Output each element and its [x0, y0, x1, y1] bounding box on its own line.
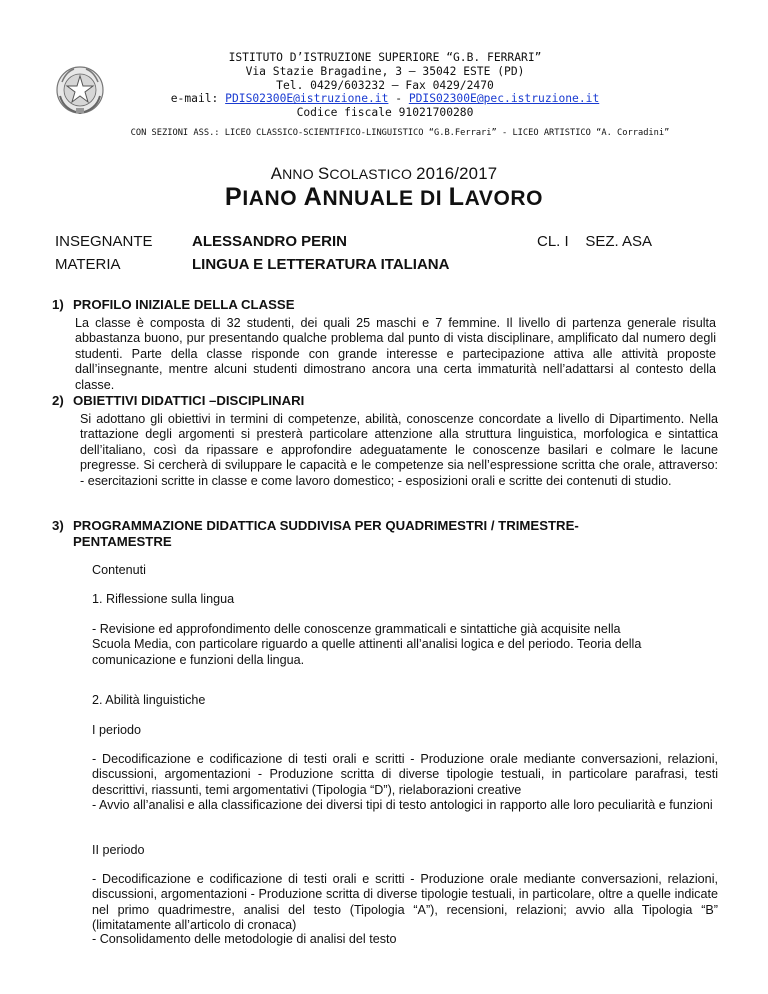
tax-code: Codice fiscale 91021700280: [296, 106, 474, 120]
section-3-title-line-1: PROGRAMMAZIONE DIDATTICA SUDDIVISA PER QUADRIMESTRI / TRIMESTRE-: [73, 518, 579, 533]
title-initial-a: A: [303, 183, 323, 211]
year-word-1: NNO: [282, 166, 318, 182]
periodo-2-text: - Decodificazione e codificazione di testi orali e scritti - Produzione orale mediante conversazioni, relazioni, discussioni, argomentazioni - Produzione scritta di diverse tipologie testuali, in particolare, oltre a quelle indicate nel primo quadrimestre, analisi del testo (Tipologia “A”), recensioni, relazioni; avvio alla Tipologia “B” (limitatamente all’articolo di cronaca): [92, 872, 718, 933]
class-section-info: CL. I SEZ. ASA: [537, 233, 653, 250]
school-header: [130, 51, 640, 120]
year-value: 2016/2017: [416, 164, 498, 183]
section-2-heading: [52, 393, 304, 408]
periodo-1-heading: I periodo: [92, 723, 142, 737]
periodo-1-text-a: - Decodificazione e codificazione di testi orali e scritti - Produzione orale mediante conversazioni, relazioni, discussioni, argomentazioni - Produzione scritta di diverse tipologie testuali, in particolare parafrasi, testi descrittivi, riassunti, temi argomentativi (Tipologia “D”), rielaborazioni creative: [92, 752, 718, 797]
title-initial-p: P: [224, 183, 243, 211]
consolidamento-text: - Consolidamento delle metodologie di analisi del testo: [92, 932, 397, 946]
title-initial-l: L: [448, 183, 465, 211]
year-initial-a: A: [270, 164, 283, 183]
title-part-3: AVORO: [464, 187, 544, 210]
republic-emblem-icon: [52, 62, 108, 118]
subject-value: LINGUA E LETTERATURA ITALIANA: [192, 256, 450, 273]
riflessione-heading: 1. Riflessione sulla lingua: [92, 592, 235, 606]
subject-label: MATERIA: [55, 256, 121, 273]
school-address: Via Stazie Bragadine, 3 – 35042 ESTE (PD): [245, 64, 525, 78]
abilita-heading: 2. Abilità linguistiche: [92, 693, 206, 707]
teacher-label: INSEGNANTE: [55, 233, 153, 250]
section-2-text: Si adottano gli obiettivi in termini di competenze, abilità, conoscenze concordate a livello di Dipartimento. Nella trattazione degli argomenti si presterà particolare attenzione alla struttura linguistica, morfologica e sintattica dell’italiano, così da ripassare e approfondire adeguatamente le conoscenze basilari e colmare le lacune pregresse. Si cercherà di sviluppare le capacità e le competenze sia nell’espressione scritta che orale, attraverso: - esercitazioni scritte in classe e come lavoro domestico; - esposizioni orali e scritte dei contenuti di studio.: [80, 412, 718, 488]
teacher-value: ALESSANDRO PERIN: [192, 233, 348, 250]
section-1-heading: [52, 297, 295, 312]
school-phone: Tel. 0429/603232 – Fax 0429/2470: [276, 78, 494, 92]
section-3-heading: [52, 518, 579, 533]
year-word-2: COLASTICO: [329, 166, 417, 182]
riflessione-text: - Revisione ed approfondimento delle conoscenze grammaticali e sintattiche già acquisite nella Scuola Media, con particolare riguardo a quelle attinenti all’analisi logica e del periodo. Teoria della comunicazione e funzioni della lingua.: [92, 622, 642, 667]
year-initial-s: S: [317, 164, 330, 183]
section-2-title: OBIETTIVI DIDATTICI –DISCIPLINARI: [73, 393, 305, 408]
section-2-number: 2): [52, 393, 64, 408]
section-1-title: PROFILO INIZIALE DELLA CLASSE: [73, 297, 295, 312]
section-1-number: 1): [52, 297, 64, 312]
section-3-title-line-2: PENTAMESTRE: [73, 534, 172, 549]
page-title: [0, 183, 768, 212]
school-email-line: [130, 92, 640, 106]
email-link-pec[interactable]: PDIS02300E@pec.istruzione.it: [408, 92, 600, 106]
section-1-text: La classe è composta di 32 studenti, dei quali 25 maschi e 7 femmine. Il livello di partenza generale risulta abbastanza buono, pur presentando qualche problema dal punto di vista disciplinare, amplificato dal numero degli studenti. Parte della classe risponde con grande interesse e partecipazione attiva alle attività proposte dall’insegnante, mentre alcuni studenti dimostrano ancora una certa immaturità nell’adattarsi al contesto della classe.: [75, 316, 716, 392]
school-year: [0, 164, 768, 184]
contenuti-heading: Contenuti: [92, 563, 146, 577]
email-separator: -: [388, 92, 409, 106]
section-3-number: 3): [52, 518, 64, 533]
title-part-2: NNUALE DI: [322, 187, 449, 210]
periodo-1-text-b: - Avvio all’analisi e alla classificazione dei diversi tipi di testo antologici in rapporto alle loro peculiarità e funzioni: [92, 798, 713, 812]
periodo-2-heading: II periodo: [92, 843, 145, 857]
school-name: ISTITUTO D’ISTRUZIONE SUPERIORE “G.B. FERRARI”: [228, 51, 542, 64]
title-part-1: IANO: [242, 187, 304, 210]
email-label: e-mail:: [170, 92, 226, 106]
associated-sections: CON SEZIONI ASS.: LICEO CLASSICO-SCIENTIFICO-LINGUISTICO “G.B.Ferrari” - LICEO ARTISTICO “A. Corradini”: [130, 128, 670, 138]
email-link-istruzione[interactable]: PDIS02300E@istruzione.it: [225, 92, 389, 106]
